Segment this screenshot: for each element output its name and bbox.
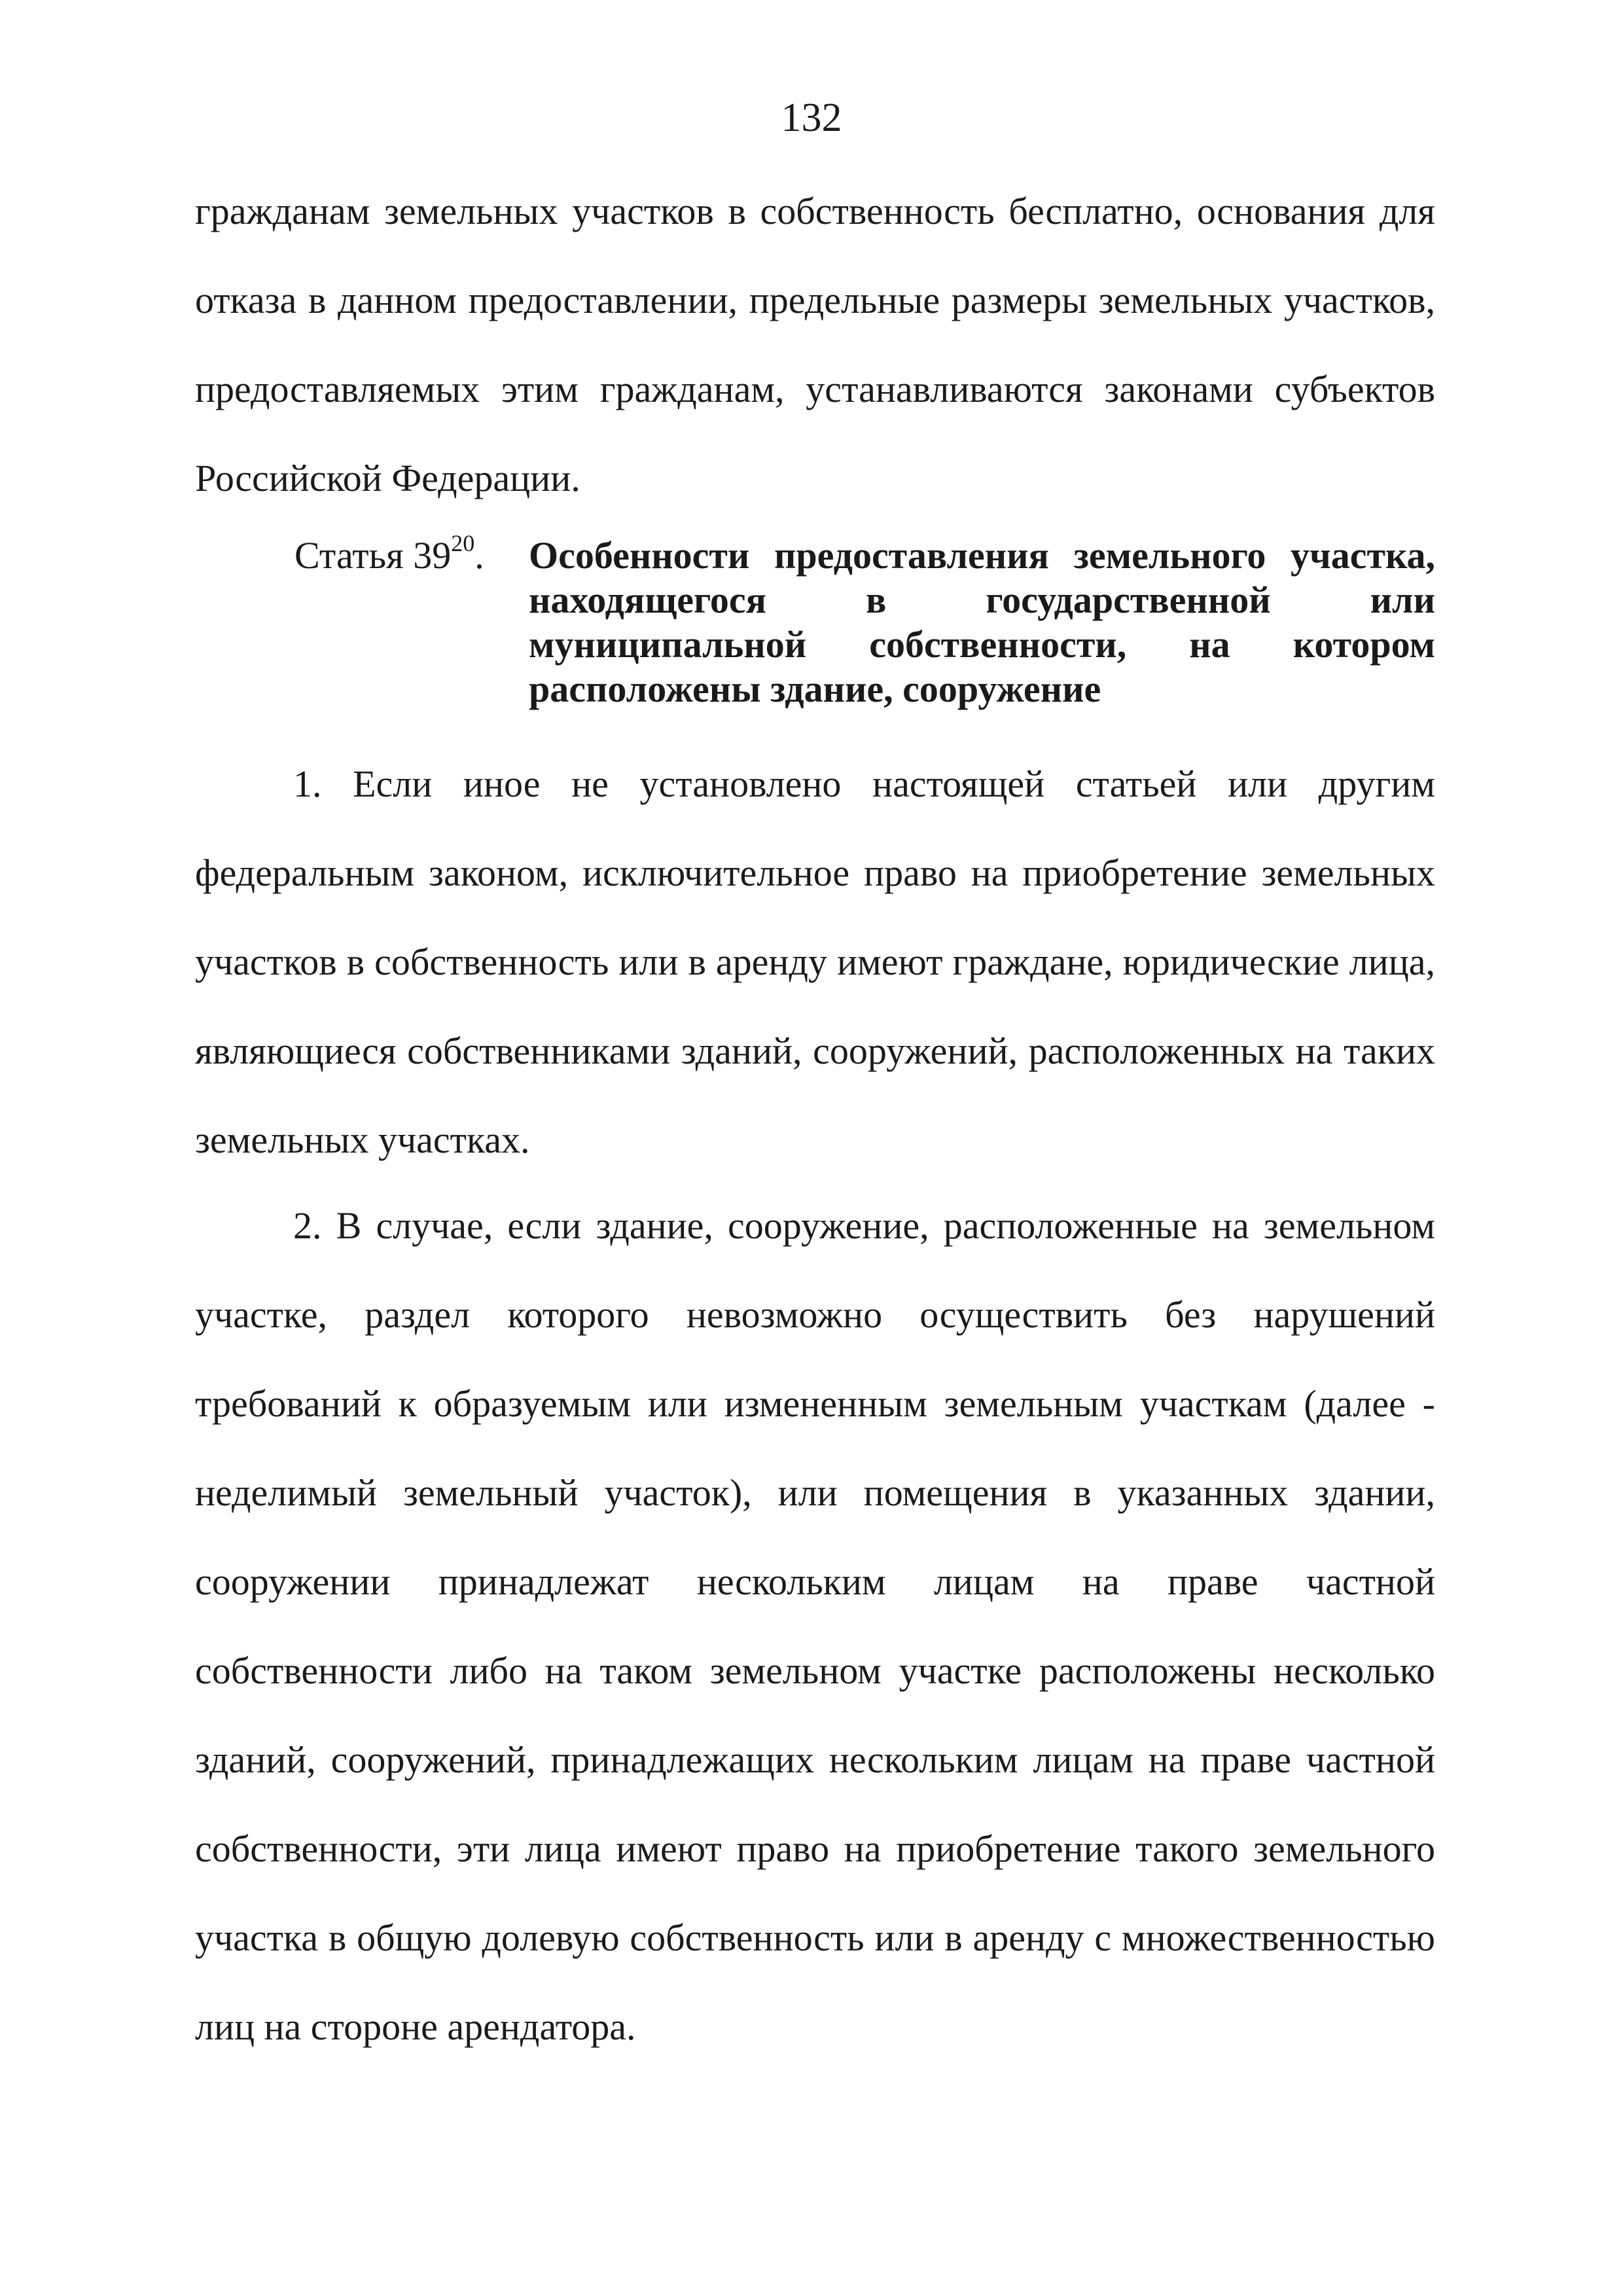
article-label-suffix: . [474,534,484,577]
article-label-superscript: 20 [451,530,475,556]
article-title: Особенности предоставления земельного участка, находящегося в государственной или муниципальной собственности, на котором расположены здание, сооружение [529,534,1435,710]
article-label-text: Статья 39 [294,534,452,577]
page-number: 132 [781,96,842,140]
paragraph-1: 1. Если иное не установлено настоящей статьей или другим федеральным законом, исключительное право на приобретение земельных участков в собственность или в аренду имеют граждане, юридические лица, являющиеся собственниками зданий, сооружений, расположенных на таких земельных участках. [195,762,1435,1161]
intro-paragraph: гражданам земельных участков в собственность бесплатно, основания для отказа в данном предоставлении, предельные размеры земельных участков, предоставляемых этим гражданам, устанавливаются законами субъектов Российской Федерации. [195,190,1435,499]
article-label [294,530,484,578]
article-heading [195,530,1435,730]
paragraph-2: 2. В случае, если здание, сооружение, расположенные на земельном участке, раздел которого невозможно осуществить без нарушений требований к образуемым или измененным земельным участкам (далее - неделимый земельный участок), или помещения в указанных здании, сооружении принадлежат нескольким лицам на праве частной собственности либо на таком земельном участке расположены несколько зданий, сооружений, принадлежащих нескольким лицам на праве частной собственности, эти лица имеют право на приобретение такого земельного участка в общую долевую собственность или в аренду с множественностью лиц на стороне арендатора. [195,1204,1435,2048]
